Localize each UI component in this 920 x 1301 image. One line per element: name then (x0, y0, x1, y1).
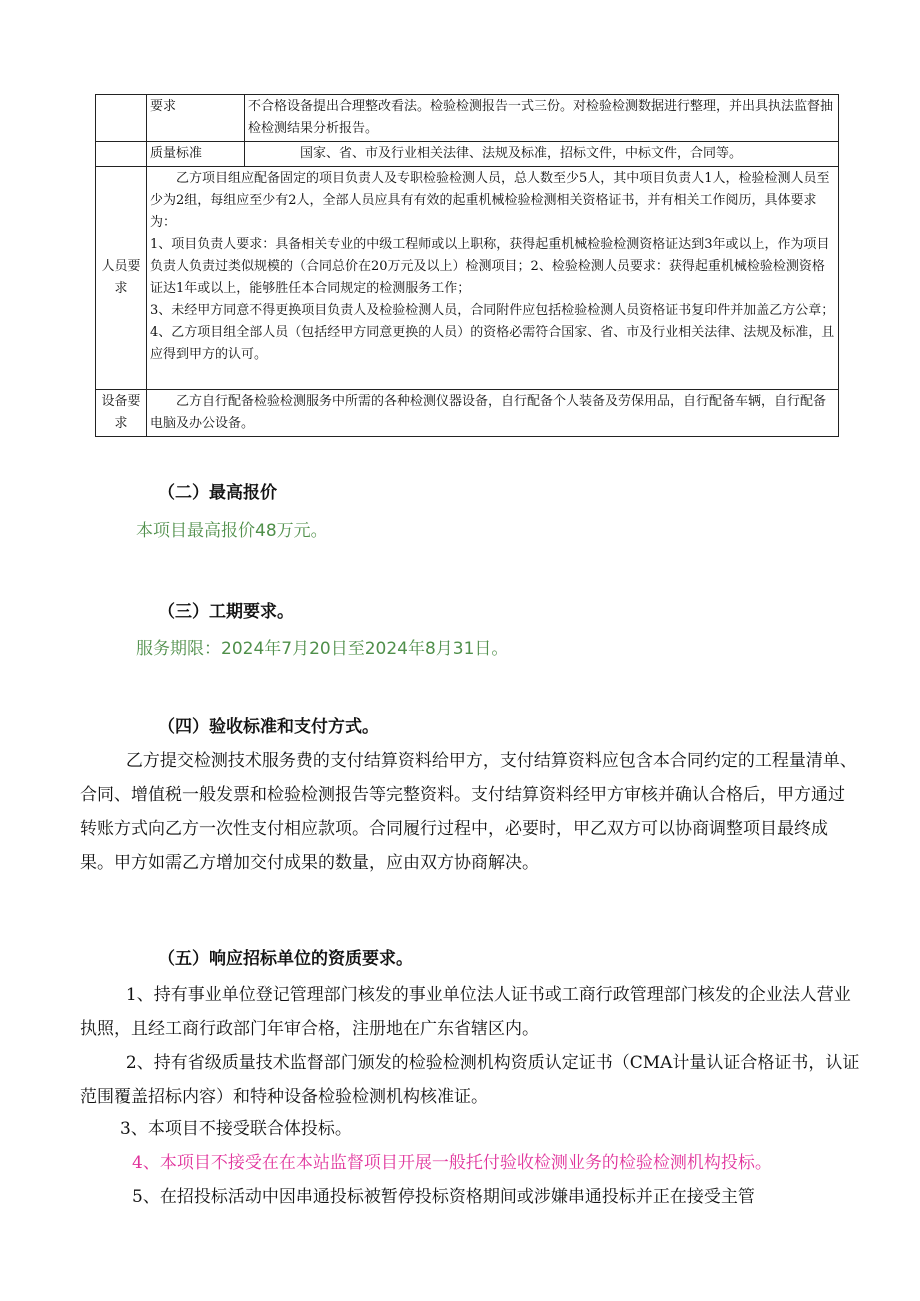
row-content: 国家、省、市及行业相关法律、法规及标准，招标文件，中标文件，合同等。 (245, 142, 839, 167)
personnel-item: 1、项目负责人要求：具备相关专业的中级工程师或以上职称，获得起重机械检验检测资格证达到3年或以上，作为项目负责人负责过类似规模的（合同总价在20万元及以上）检测项目；2、检验检测人员要求：获得起重机械检验检测资格证达1年或以上，能够胜任本合同规定的检测服务工作； (150, 237, 830, 296)
qualification-item-highlighted: 4、本项目不接受在在本站监督项目开展一般托付验收检测业务的检验检测机构投标。 (132, 1153, 772, 1173)
service-period-text: 服务期限：2024年7月20日至2024年8月31日。 (136, 639, 509, 659)
max-price-text: 本项目最高报价48万元。 (136, 521, 328, 541)
requirements-table (95, 94, 839, 437)
row-content: 不合格设备提出合理整改看法。检验检测报告一式三份。对检验检测数据进行整理，并出具执法监督抽检检测结果分析报告。 (245, 95, 839, 142)
row-label: 质量标准 (147, 142, 245, 167)
payment-paragraph: 乙方提交检测技术服务费的支付结算资料给甲方，支付结算资料应包含本合同约定的工程量清单、合同、增值税一般发票和检验检测报告等完整资料。支付结算资料经甲方审核并确认合格后，甲方通过转账方式向乙方一次性支付相应款项。合同履行过程中，必要时，甲乙双方可以协商调整项目最终成果。甲方如需乙方增加交付成果的数量，应由双方协商解决。 (80, 751, 857, 873)
row-label: 要求 (147, 95, 245, 142)
personnel-paragraph: 乙方项目组应配备固定的项目负责人及专职检验检测人员，总人数至少5人，其中项目负责人1人，检验检测人员至少为2组，每组应至少有2人，全部人员应具有有效的起重机械检验检测相关资格证书，并有相关工作阅历，具体要求为： (150, 171, 830, 230)
qualification-item: 1、持有事业单位登记管理部门核发的事业单位法人证书或工商行政管理部门核发的企业法人营业执照，且经工商行政部门年审合格，注册地在广东省辖区内。 (80, 985, 851, 1039)
section-heading: （四）验收标准和支付方式。 (158, 717, 379, 737)
row-content: 乙方自行配备检验检测服务中所需的各种检测仪器设备，自行配备个人装备及劳保用品，自行配备车辆，自行配备电脑及办公设备。 (147, 390, 839, 437)
qualification-item: 2、持有省级质量技术监督部门颁发的检验检测机构资质认定证书（CMA计量认证合格证书，认证范围覆盖招标内容）和特种设备检验检测机构核准证。 (80, 1053, 860, 1107)
qualification-item: 5、在招投标活动中因串通投标被暂停投标资格期间或涉嫌串通投标并正在接受主管 (132, 1187, 755, 1207)
table-row (96, 167, 839, 390)
table-row (96, 95, 839, 142)
row-label: 设备要求 (96, 390, 147, 437)
table-row (96, 142, 839, 167)
personnel-item: 3、未经甲方同意不得更换项目负责人及检验检测人员，合同附件应包括检验检测人员资格证书复印件并加盖乙方公章； (150, 303, 835, 318)
section-heading: （三）工期要求。 (158, 602, 294, 622)
personnel-item: 4、乙方项目组全部人员（包括经甲方同意更换的人员）的资格必需符合国家、省、市及行业相关法律、法规及标准，且应得到甲方的认可。 (150, 325, 835, 362)
section-heading: （五）响应招标单位的资质要求。 (158, 949, 413, 969)
row-content (147, 167, 839, 390)
section-heading: （二）最高报价 (158, 483, 277, 503)
table-row (96, 390, 839, 437)
qualification-item: 3、本项目不接受联合体投标。 (120, 1119, 352, 1139)
table-cell-empty (96, 95, 147, 142)
row-label: 人员要求 (96, 167, 147, 390)
table-cell-empty (96, 142, 147, 167)
